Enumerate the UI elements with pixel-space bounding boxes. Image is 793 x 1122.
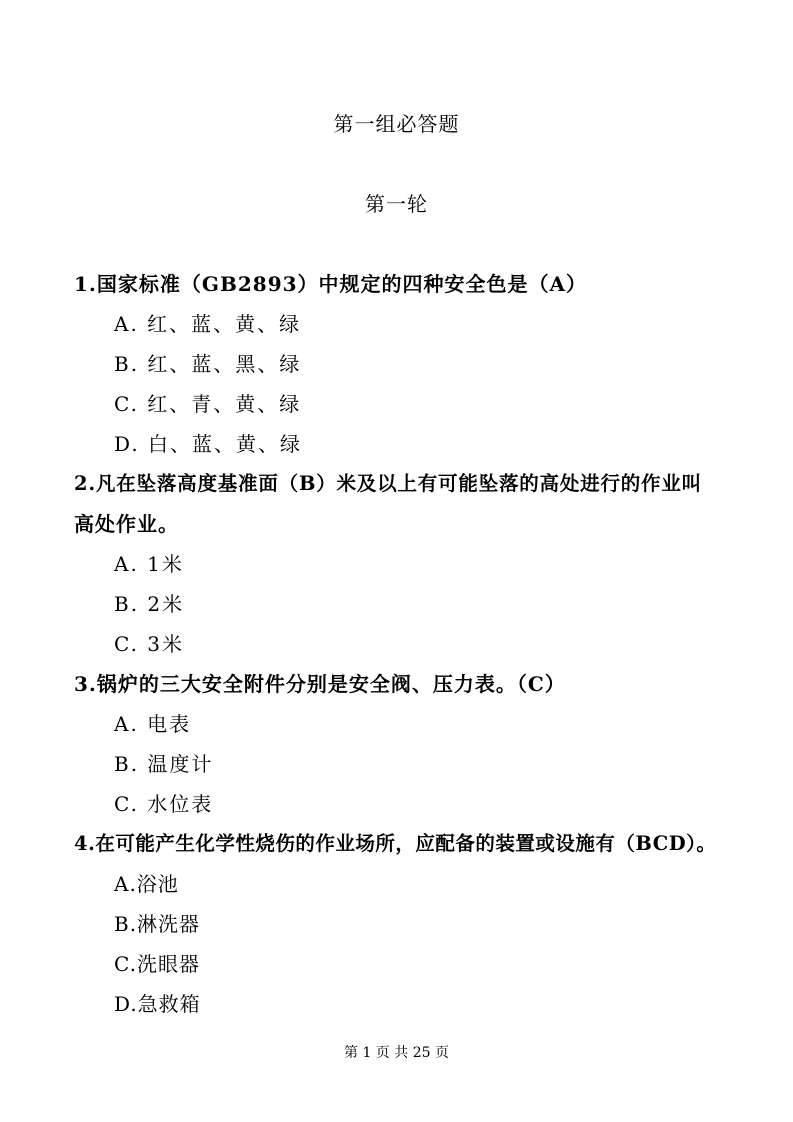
question-2-line-1: 2.凡在坠落高度基准面（B）米及以上有可能坠落的高处进行的作业叫 bbox=[74, 472, 702, 495]
question-2-option-b: B. 2米 bbox=[114, 592, 185, 616]
question-4-option-a: A.浴池 bbox=[114, 872, 179, 896]
question-4-option-b: B.淋洗器 bbox=[114, 912, 201, 936]
question-1-option-a: A. 红、蓝、黄、绿 bbox=[114, 312, 302, 336]
page-footer: 第 1 页 共 25 页 bbox=[344, 1045, 449, 1061]
question-2-line-2: 高处作业。 bbox=[74, 512, 179, 536]
section-title: 第一组必答题 bbox=[333, 112, 460, 136]
question-1-option-b: B. 红、蓝、黑、绿 bbox=[114, 352, 302, 376]
question-4: 4.在可能产生化学性烧伤的作业场所，应配备的装置或设施有（BCD）。 bbox=[74, 832, 717, 855]
question-3-option-c: C. 水位表 bbox=[114, 792, 214, 816]
question-4-option-d: D.急救箱 bbox=[114, 992, 201, 1016]
question-3: 3.锅炉的三大安全附件分别是安全阀、压力表。（C） bbox=[74, 672, 566, 696]
question-3-option-b: B. 温度计 bbox=[114, 752, 214, 776]
question-1-option-c: C. 红、青、黄、绿 bbox=[114, 392, 302, 416]
question-2-option-a: A. 1米 bbox=[114, 552, 184, 576]
question-4-option-c: C.洗眼器 bbox=[114, 952, 200, 976]
question-1: 1.国家标准（GB2893）中规定的四种安全色是（A） bbox=[74, 272, 588, 296]
question-3-option-a: A. 电表 bbox=[114, 712, 192, 736]
round-title: 第一轮 bbox=[365, 192, 428, 216]
question-2-option-c: C. 3米 bbox=[114, 632, 185, 656]
question-1-option-d: D. 白、蓝、黄、绿 bbox=[114, 432, 303, 456]
